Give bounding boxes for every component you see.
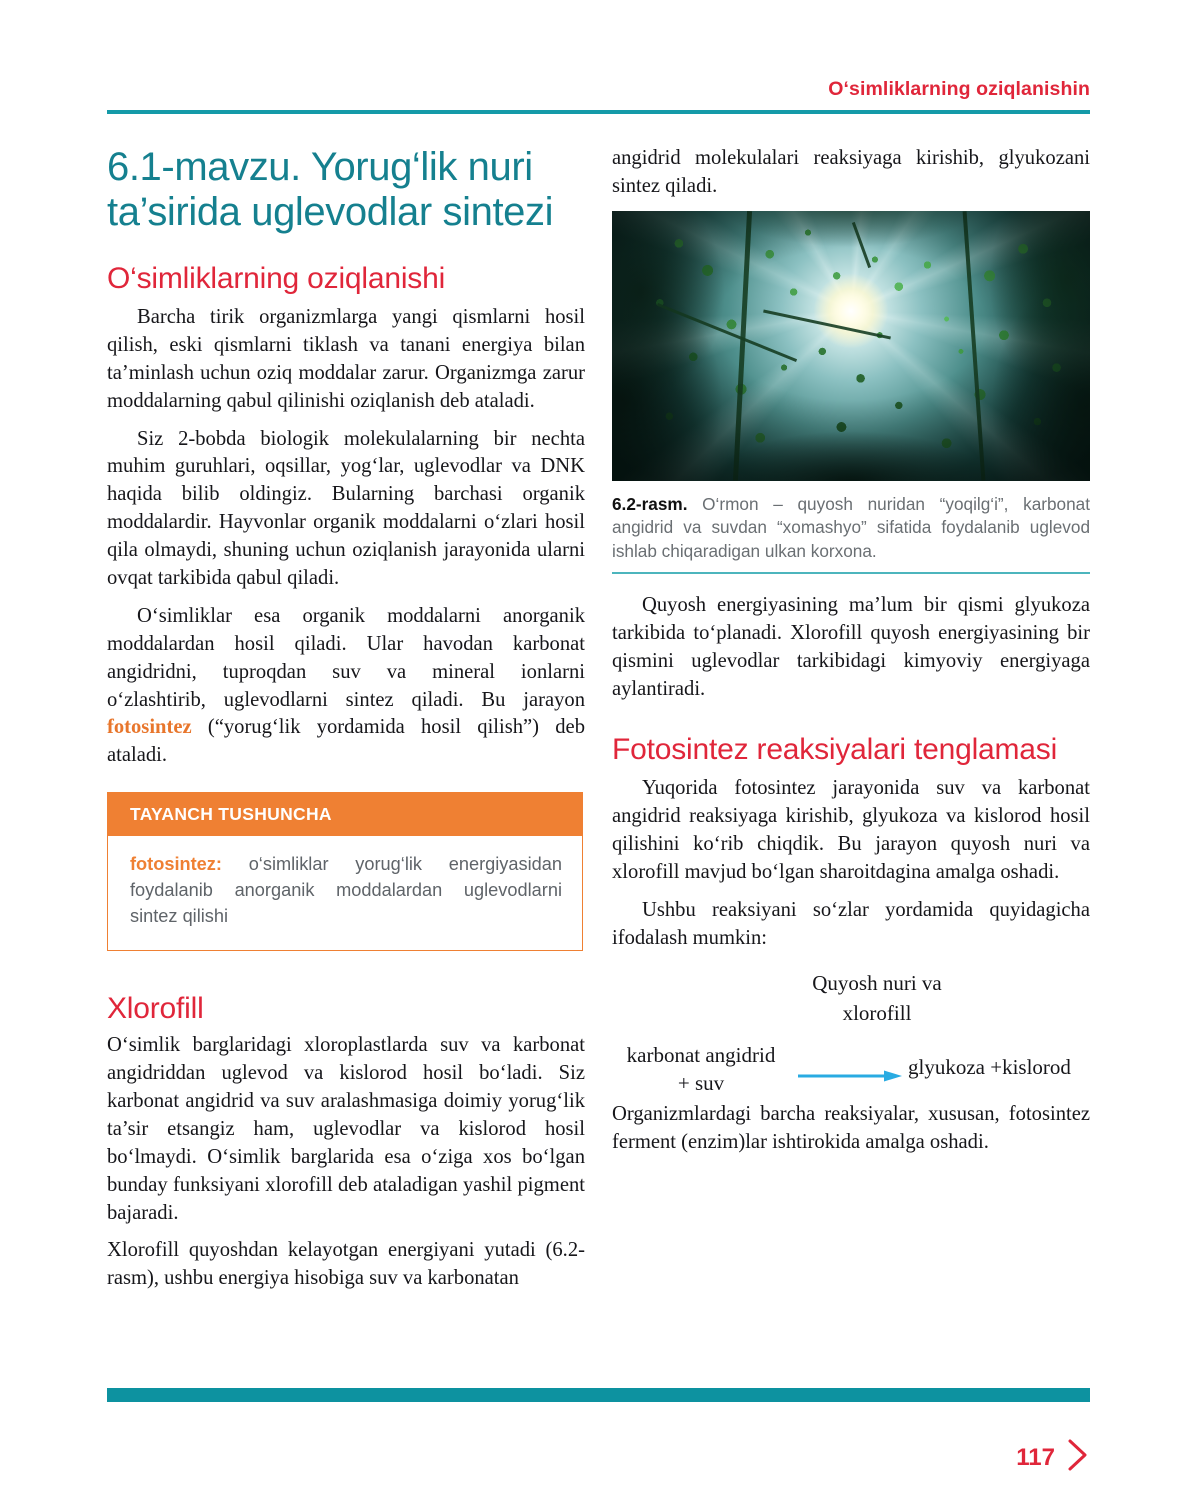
right-column bbox=[612, 145, 1090, 1157]
paragraph: Quyosh energiyasining ma’lum bir qismi glyukoza tarkibida to‘planadi. Xlorofill quyosh energiyasining bir qismini uglevodlar tarkibidagi kimyoviy energiyaga aylantiradi. bbox=[612, 594, 1090, 701]
left-column bbox=[107, 145, 585, 1293]
reaction-arrow-icon bbox=[798, 1063, 902, 1075]
figure-caption-text: O‘rmon – quyosh nuridan “yoqilg‘i”, karbonat angidrid va suvdan “xomashyo” sifatida foydalanib uglevod ishlab chiqaradigan ulkan korxona. bbox=[612, 493, 1090, 561]
paragraph-part: (“yorug‘lik yordamida hosil qilish”) deb ataladi. bbox=[107, 716, 585, 767]
header-rule bbox=[107, 110, 1090, 114]
paragraph: Barcha tirik organizmlarga yangi qismlarni hosil qilish, eski qismlarni tiklash va tanani energiya bilan ta’minlash uchun oziq moddalar zarur. Organizmga zarur moddalarning qabul qilinishi oziqlanish deb ataladi. bbox=[107, 305, 585, 412]
term-fotosintez: fotosintez bbox=[107, 716, 192, 739]
page-number: 117 bbox=[1016, 1443, 1055, 1471]
callout-definition: o‘simliklar yorug‘lik energiyasidan foydalanib anorganik moddalardan uglevodlarni sintez qilishi bbox=[130, 854, 562, 926]
equation-condition-line-1: Quyosh nuri va bbox=[812, 970, 942, 995]
figure-caption-label: 6.2-rasm. bbox=[612, 493, 688, 514]
equation-condition bbox=[762, 969, 992, 1029]
paragraph: Xlorofill quyoshdan kelayotgan energiyani yutadi (6.2-rasm), ushbu energiya hisobiga suv va karbonatan bbox=[107, 1239, 585, 1290]
equation-reactant-line-1: karbonat angidrid bbox=[626, 1042, 776, 1067]
key-concept-callout bbox=[107, 792, 583, 951]
footer-rule bbox=[107, 1388, 1090, 1402]
callout-term: fotosintez: bbox=[130, 854, 222, 875]
page-title: 6.1-mavzu. Yorug‘lik nuri ta’sirida uglevodlar sintezi bbox=[107, 145, 554, 234]
paragraph: Ushbu reaksiyani so‘zlar yordamida quyidagicha ifodalash mumkin: bbox=[612, 898, 1090, 949]
figure-6-2 bbox=[612, 211, 1090, 575]
forest-canopy-sunbeams-photo bbox=[612, 211, 1090, 481]
equation-condition-line-2: xlorofill bbox=[842, 1000, 912, 1025]
paragraph: angidrid molekulalari reaksiyaga kirishib, glyukozani sintez qiladi. bbox=[612, 147, 1090, 197]
section-heading-fotosintez-tenglamasi: Fotosintez reaksiyalari tenglamasi bbox=[612, 733, 1058, 767]
figure-caption bbox=[612, 493, 1090, 563]
paragraph: Organizmlardagi barcha reaksiyalar, xususan, fotosintez ferment (enzim)lar ishtirokida amalga oshadi. bbox=[612, 1102, 1090, 1153]
photosynthesis-word-equation bbox=[612, 969, 1090, 1095]
equation-reactants bbox=[612, 1041, 790, 1097]
running-head: O‘simliklarning oziqlanishin bbox=[828, 78, 1090, 100]
callout-body bbox=[108, 836, 582, 950]
section-heading-oziqlanishi: O‘simliklarning oziqlanishi bbox=[107, 261, 446, 295]
chevron-right-icon bbox=[1066, 1438, 1090, 1477]
paragraph: O‘simlik barglaridagi xloroplastlarda suv va karbonat angidriddan uglevod va kislorod hosil bo‘ladi. Siz karbonat angidrid va suv aralashmasiga doimiy yorug‘lik ta’sir etsangiz ham, uglevodlar va kislorod hosil bo‘lmaydi. O‘simlik barglarida esa o‘ziga xos bo‘lgan bunday funksiyani xlorofill deb ataladigan yashil pigment bajaradi. bbox=[107, 1034, 585, 1224]
section-heading-xlorofill: Xlorofill bbox=[107, 991, 204, 1025]
equation-reactant-line-2: + suv bbox=[677, 1070, 725, 1095]
paragraph-part: O‘simliklar esa organik moddalarni anorganik moddalardan hosil qiladi. Ular havodan karbonat angidridni, tuproqdan suv va mineral ionlarni o‘zlashtirib, uglevodlarni sintez qiladi. Bu jarayon bbox=[107, 604, 585, 711]
page-footer bbox=[1016, 1438, 1090, 1477]
paragraph: Yuqorida fotosintez jarayonida suv va karbonat angidrid reaksiyaga kirishib, glyukoza va kislorod hosil qilishini ko‘rib chiqdik. Bu jarayon quyosh nuri va xlorofill mavjud bo‘lgan sharoitdagina amalga oshadi. bbox=[612, 777, 1090, 884]
paragraph: Siz 2-bobda biologik molekulalarning bir nechta muhim guruhlari, oqsillar, yog‘lar, uglevodlar va DNK haqida bilib oldingiz. Bularning barchasi organik moddalardir. Hayvonlar organik moddalarni o‘zlari hosil qila olmaydi, shuning uchun oziqlanish jarayonida ularni ovqat tarkibida qabul qiladi. bbox=[107, 427, 585, 589]
equation-products: glyukoza +kislorod bbox=[908, 1054, 1071, 1079]
photo-vignette bbox=[612, 211, 1090, 481]
callout-title: TAYANCH TUSHUNCHA bbox=[108, 793, 582, 836]
paragraph-with-term bbox=[107, 603, 585, 770]
